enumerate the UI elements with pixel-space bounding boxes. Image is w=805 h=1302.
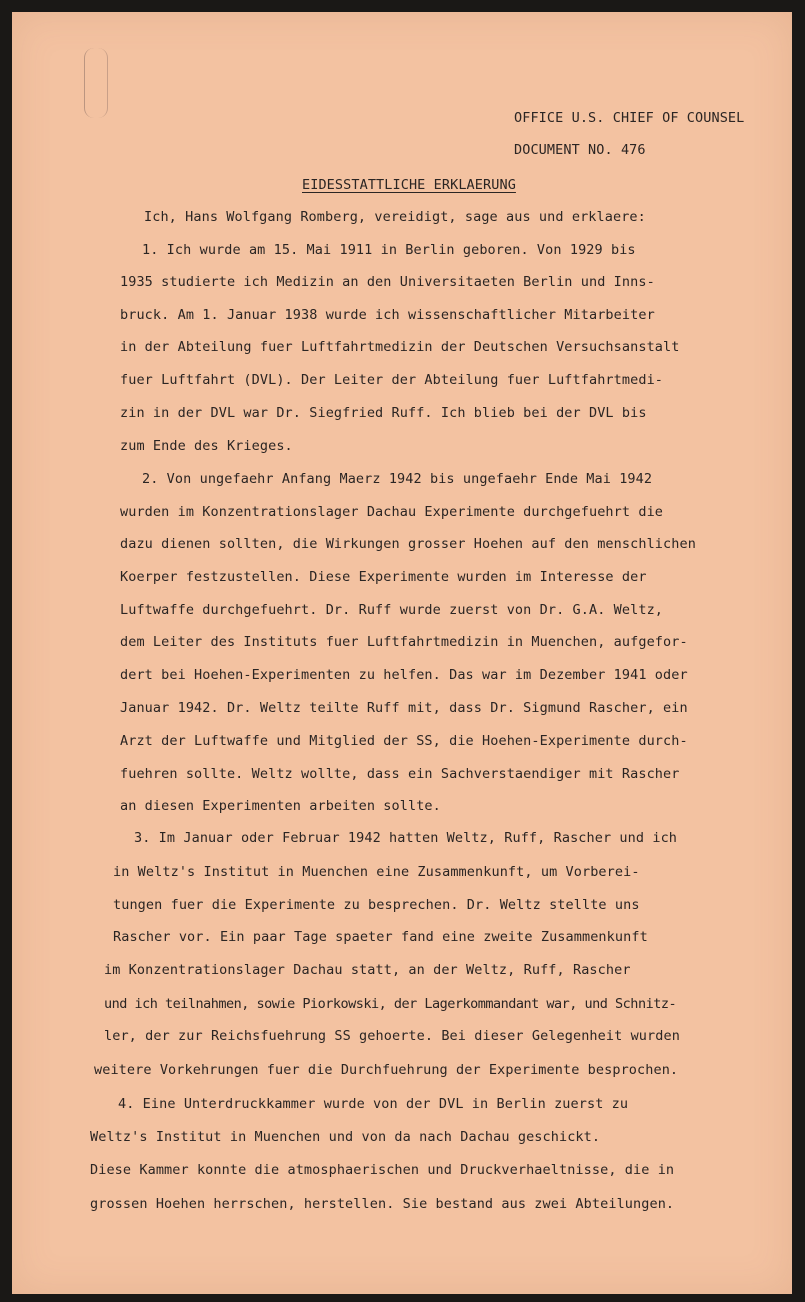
paragraph-4-line-3: Diese Kammer konnte die atmosphaerischen und Druckverhaeltnisse, die in <box>90 1162 675 1178</box>
paragraph-2-line-8: Januar 1942. Dr. Weltz teilte Ruff mit, dass Dr. Sigmund Rascher, ein <box>120 700 688 716</box>
paragraph-1-line-5: fuer Luftfahrt (DVL). Der Leiter der Abteilung fuer Luftfahrtmedi- <box>120 372 664 388</box>
paragraph-2-line-5: Luftwaffe durchgefuehrt. Dr. Ruff wurde zuerst von Dr. G.A. Weltz, <box>120 602 664 618</box>
paragraph-2-line-4: Koerper festzustellen. Diese Experimente wurden im Interesse der <box>120 569 647 585</box>
document-page <box>12 12 792 1294</box>
paragraph-2-line-10: fuehren sollte. Weltz wollte, dass ein Sachverstaendiger mit Rascher <box>120 766 680 782</box>
paragraph-3-line-2: in Weltz's Institut in Muenchen eine Zusammenkunft, um Vorberei- <box>113 864 640 880</box>
paragraph-2-line-3: dazu dienen sollten, die Wirkungen grosser Hoehen auf den menschlichen <box>120 536 696 552</box>
paragraph-3-line-4: Rascher vor. Ein paar Tage spaeter fand eine zweite Zusammenkunft <box>113 929 648 945</box>
paragraph-1-line-1: 1. Ich wurde am 15. Mai 1911 in Berlin geboren. Von 1929 bis <box>142 242 636 258</box>
paragraph-2-line-7: dert bei Hoehen-Experimenten zu helfen. Das war im Dezember 1941 oder <box>120 667 688 683</box>
pencil-mark <box>84 48 108 118</box>
paragraph-2-line-11: an diesen Experimenten arbeiten sollte. <box>120 798 441 814</box>
intro-line: Ich, Hans Wolfgang Romberg, vereidigt, sage aus und erklaere: <box>144 209 646 225</box>
paragraph-3-line-6: und ich teilnahmen, sowie Piorkowski, der Lagerkommandant war, und Schnitz- <box>104 996 677 1012</box>
paragraph-3-line-7: ler, der zur Reichsfuehrung SS gehoerte. Bei dieser Gelegenheit wurden <box>104 1028 680 1044</box>
paragraph-3-line-5: im Konzentrationslager Dachau statt, an der Weltz, Ruff, Rascher <box>104 962 631 978</box>
document-title: EIDESSTATTLICHE ERKLAERUNG <box>302 177 516 193</box>
paragraph-1-line-4: in der Abteilung fuer Luftfahrtmedizin der Deutschen Versuchsanstalt <box>120 339 680 355</box>
paragraph-3-line-1: 3. Im Januar oder Februar 1942 hatten Weltz, Ruff, Rascher und ich <box>134 830 678 846</box>
paragraph-2-line-6: dem Leiter des Instituts fuer Luftfahrtmedizin in Muenchen, aufgefor- <box>120 634 688 650</box>
document-number: DOCUMENT NO. 476 <box>514 142 646 158</box>
paragraph-1-line-7: zum Ende des Krieges. <box>120 438 293 454</box>
paragraph-2-line-1: 2. Von ungefaehr Anfang Maerz 1942 bis ungefaehr Ende Mai 1942 <box>142 471 653 487</box>
paragraph-1-line-6: zin in der DVL war Dr. Siegfried Ruff. Ich blieb bei der DVL bis <box>120 405 647 421</box>
paragraph-4-line-4: grossen Hoehen herrschen, herstellen. Sie bestand aus zwei Abteilungen. <box>90 1196 675 1212</box>
paragraph-3-line-3: tungen fuer die Experimente zu besprechen. Dr. Weltz stellte uns <box>113 897 640 913</box>
paragraph-4-line-2: Weltz's Institut in Muenchen und von da nach Dachau geschickt. <box>90 1129 601 1145</box>
paragraph-1-line-3: bruck. Am 1. Januar 1938 wurde ich wissenschaftlicher Mitarbeiter <box>120 307 655 323</box>
paragraph-2-line-2: wurden im Konzentrationslager Dachau Experimente durchgefuehrt die <box>120 504 664 520</box>
paragraph-3-line-8: weitere Vorkehrungen fuer die Durchfuehrung der Experimente besprochen. <box>94 1062 679 1078</box>
paragraph-2-line-9: Arzt der Luftwaffe und Mitglied der SS, die Hoehen-Experimente durch- <box>120 733 688 749</box>
office-header: OFFICE U.S. CHIEF OF COUNSEL <box>514 110 745 126</box>
paragraph-4-line-1: 4. Eine Unterdruckkammer wurde von der DVL in Berlin zuerst zu <box>118 1096 629 1112</box>
paragraph-1-line-2: 1935 studierte ich Medizin an den Universitaeten Berlin und Inns- <box>120 274 655 290</box>
